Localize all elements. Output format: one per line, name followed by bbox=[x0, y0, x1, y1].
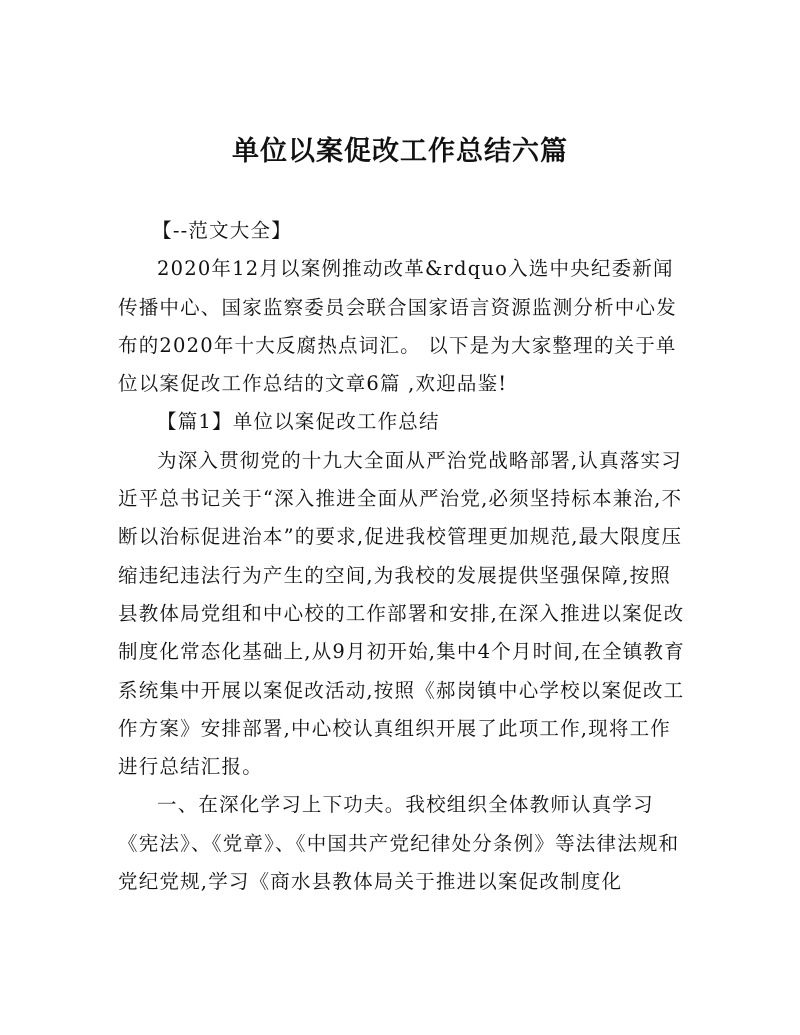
paragraph-body-2: 一、在深化学习上下功夫。我校组织全体教师认真学习《宪法》、《党章》、《中国共产党纪律处分条例》等法律法规和党纪党规,学习《商水县教体局关于推进以案促改制度化 bbox=[118, 793, 680, 894]
document-body bbox=[118, 212, 690, 901]
paragraph-source-tag: 【--范文大全】 bbox=[152, 219, 292, 242]
paragraph-body-1: 为深入贯彻党的十九大全面从严治党战略部署,认真落实习近平总书记关于“深入推进全面从严治党,必须坚持标本兼治,不断以治标促进治本”的要求,促进我校管理更加规范,最大限度压缩违纪违法行为产生的空间,为我校的发展提供坚强保障,按照县教体局党组和中心校的工作部署和安排,在深入推进以案促改制度化常态化基础上,从9月初开始,集中4个月时间,在全镇教育系统集中开展以案促改活动,按照《郝岗镇中心学校以案促改工作方案》安排部署,中心校认真组织开展了此项工作,现将工作进行总结汇报。 bbox=[118, 448, 685, 779]
paragraph-section-heading: 【篇1】单位以案促改工作总结 bbox=[157, 410, 440, 434]
document-title: 单位以案促改工作总结六篇 bbox=[232, 136, 568, 167]
paragraph-intro: 2020年12月以案例推动改革&rdquo入选中央纪委新闻传播中心、国家监察委员会联合国家语言资源监测分析中心发布的2020年十大反腐热点词汇。 以下是为大家整理的关于单位以案促改工作总结的文章6篇 ,欢迎品鉴! bbox=[118, 257, 677, 396]
